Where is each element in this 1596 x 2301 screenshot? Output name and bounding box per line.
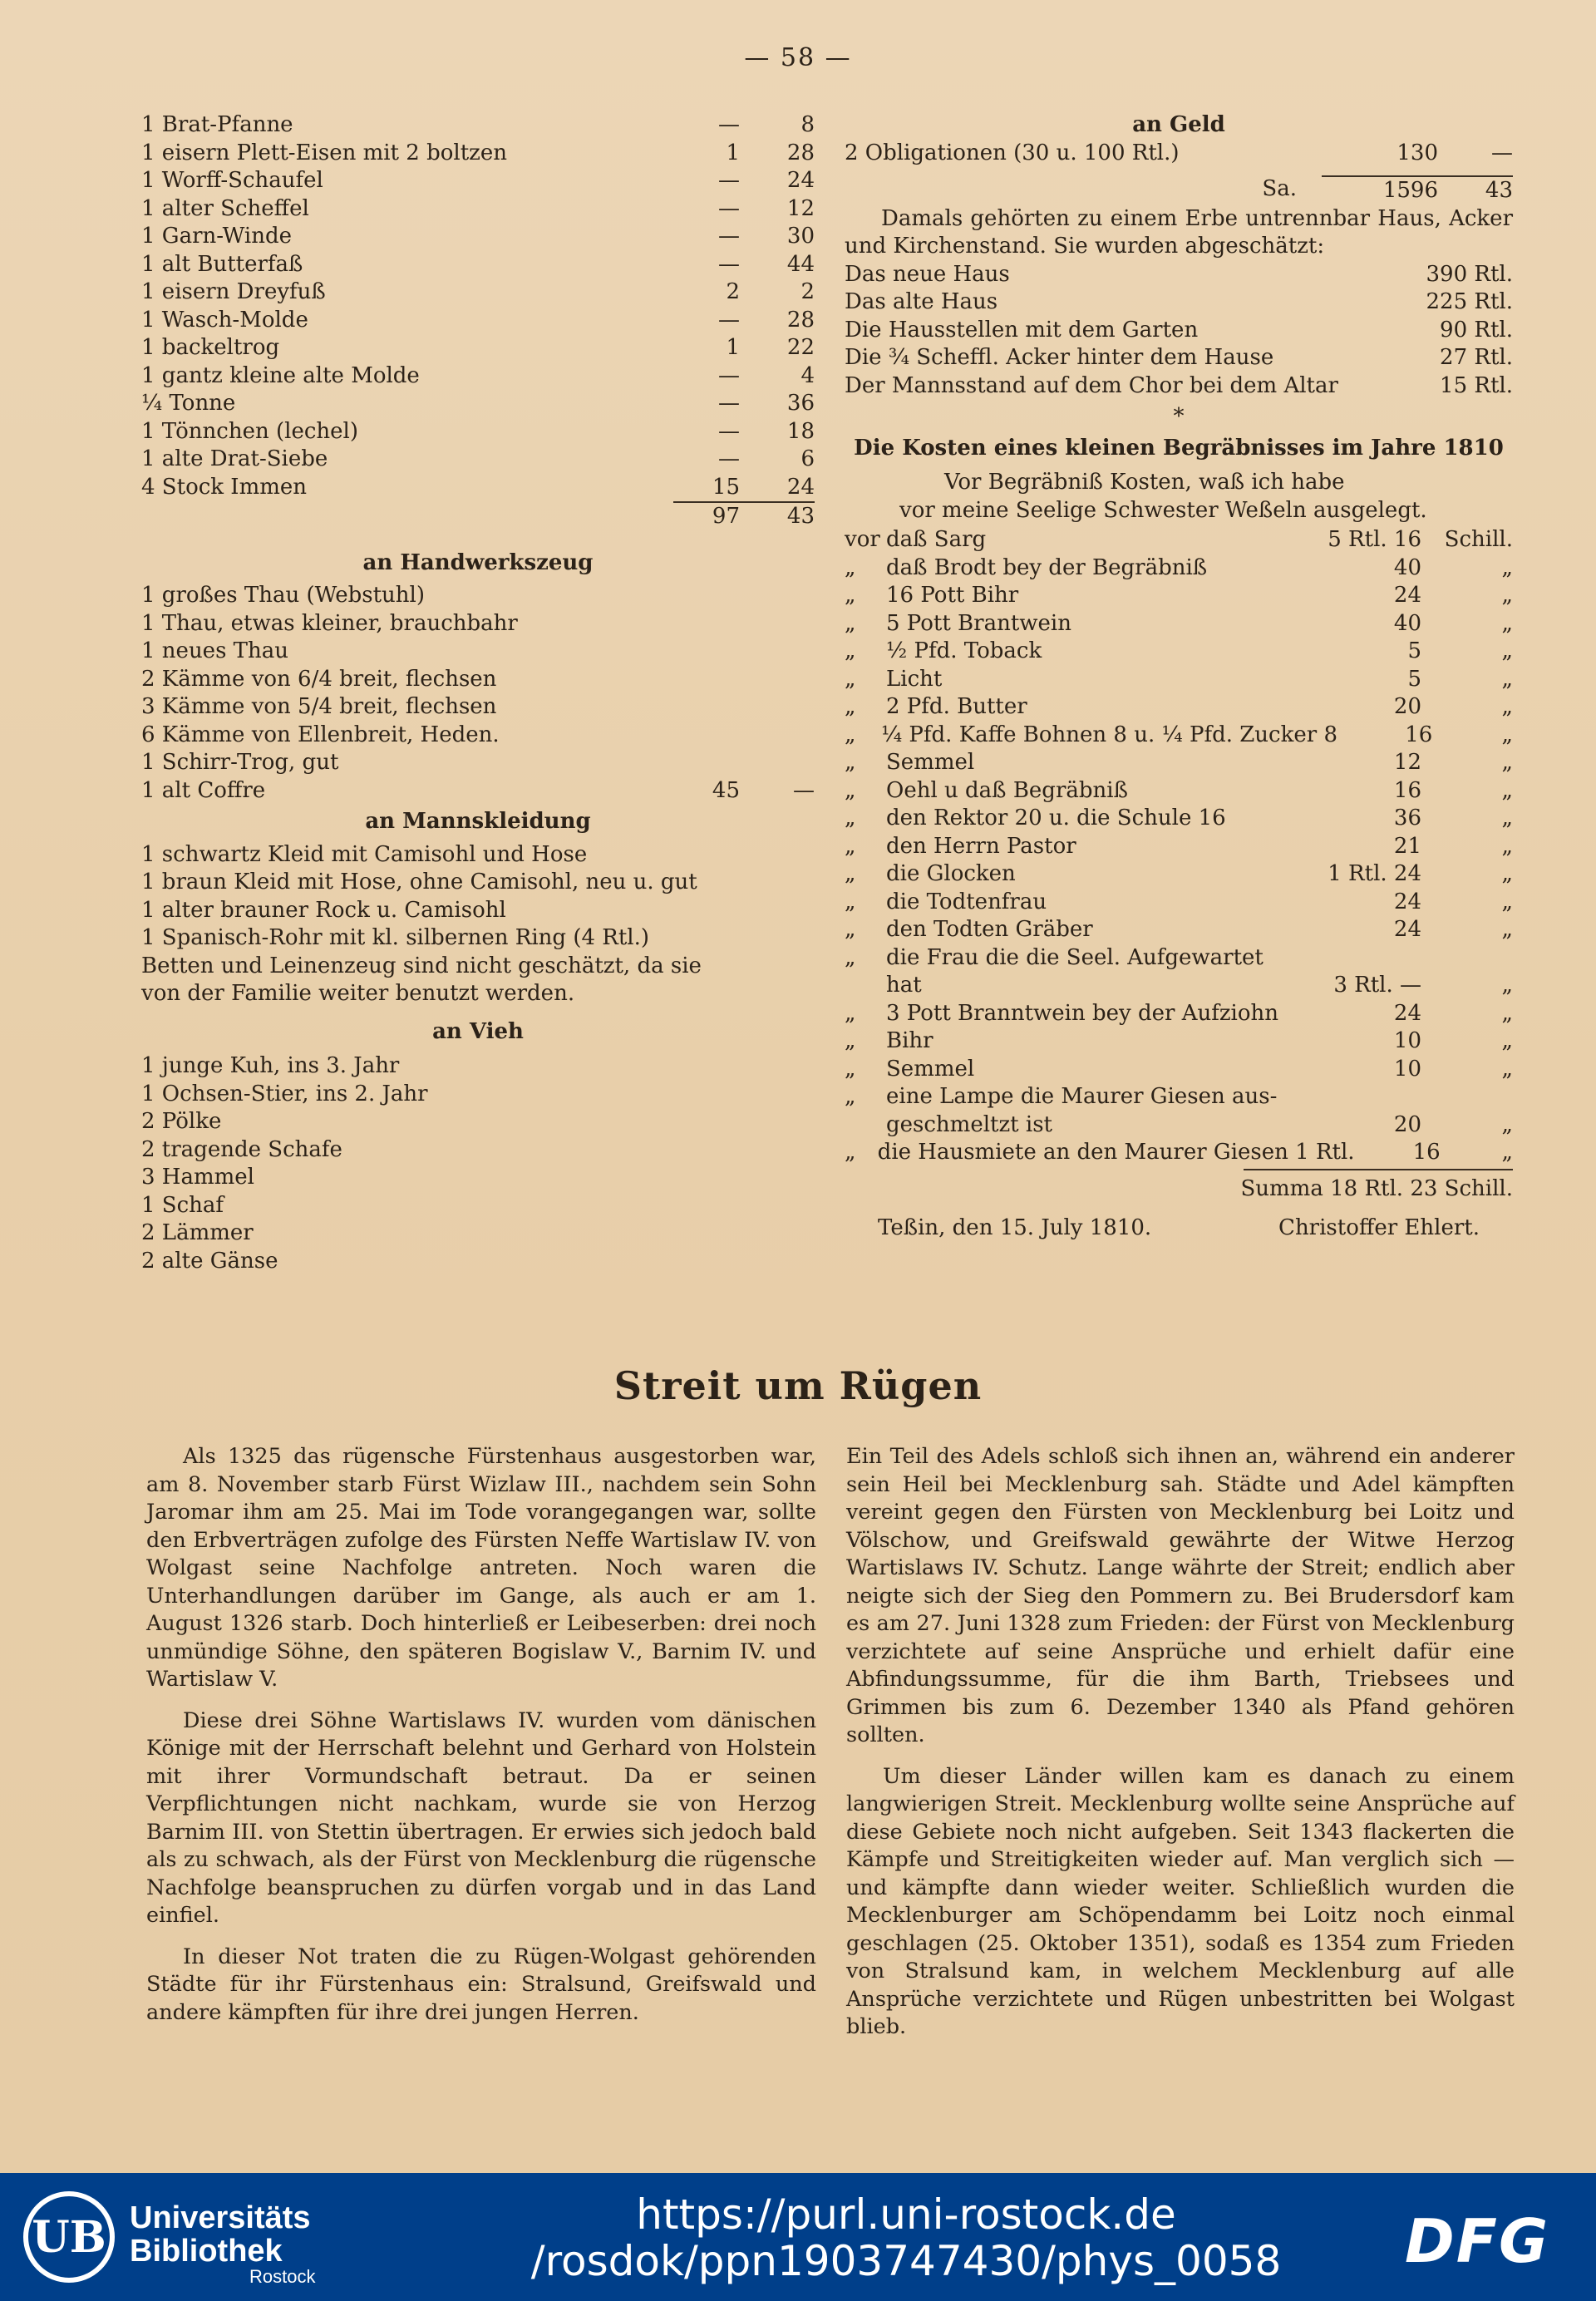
cost-unit: Schill. <box>1444 527 1513 552</box>
cost-label: die Glocken <box>886 861 1016 886</box>
inventory-item-c2: 2 <box>800 279 815 304</box>
cost-row <box>845 1111 1513 1140</box>
inventory-item-label: 1 backeltrog <box>141 335 280 360</box>
inventory-row <box>141 307 815 335</box>
vieh-item: 1 junge Kuh, ins 3. Jahr <box>141 1053 400 1078</box>
inventory-item-label: 1 gantz kleine alte Molde <box>141 362 420 388</box>
place-date: Teßin, den 15. July 1810. <box>878 1215 1152 1240</box>
geld-row-amount: 130 <box>1396 140 1438 165</box>
cost-amount: 12 <box>1393 750 1421 775</box>
handwerkszeug-item-c1 <box>673 693 740 722</box>
handwerkszeug-item-label: 6 Kämme von Ellenbreit, Heden. <box>141 722 500 747</box>
cost-row <box>845 526 1513 554</box>
cost-amount: 40 <box>1393 610 1421 636</box>
handwerkszeug-row <box>141 693 815 722</box>
inventory-item-label: 1 alte Drat-Siebe <box>141 446 328 471</box>
estimate-amount: 15 Rtl. <box>1440 372 1513 398</box>
cost-unit: „ <box>1501 973 1513 998</box>
article-paragraph: Um dieser Länder willen kam es danach zu einem langwierigen Streit. Mecklenburg wollte seine Ansprüche auf diese Gebiete noch nicht aufgeben. Seit 1343 flackerten die Kämpfe und Streitigkeiten wieder auf. Man verglich sich — und kämpfte dann wieder weiter. Schließlich wurden die Mecklenburger am Schöpendamm bei Loitz noch einmal geschlagen (25. Oktober 1351), sodaß es 1354 zum Frieden von Stralsund kam, in welchem Mecklenburg auf alle Ansprüche verzichtete und Rügen unbestritten bei Wolgast blieb. <box>846 1763 1515 2039</box>
handwerkszeug-item-c1 <box>673 722 740 750</box>
cost-amount: 5 Rtl. 16 <box>1328 527 1421 552</box>
inventory-item-c1: — <box>718 446 740 471</box>
handwerkszeug-item-label: 1 neues Thau <box>141 638 289 663</box>
cost-amount <box>1313 1083 1421 1111</box>
estimate-row <box>845 372 1513 401</box>
inventory-item-c1: — <box>718 195 740 221</box>
cost-row <box>845 638 1513 666</box>
cost-ditto: „ <box>845 610 856 636</box>
cost-ditto: „ <box>845 777 856 803</box>
vieh-list <box>141 1052 815 1275</box>
cost-unit: „ <box>1501 638 1513 663</box>
cost-label: daß Sarg <box>886 527 987 552</box>
inventory-item-c2: 24 <box>786 474 815 500</box>
handwerkszeug-list <box>141 582 815 805</box>
cost-amount: 40 <box>1393 554 1421 580</box>
cost-ditto <box>845 972 886 1000</box>
cost-amount: 16 <box>1393 777 1421 803</box>
mannskleidung-item: Betten und Leinenzeug sind nicht geschätzt, da sie <box>141 953 702 978</box>
inventory-item-c1: 15 <box>712 474 740 500</box>
handwerkszeug-item-c1 <box>673 666 740 694</box>
begraebnis-intro-1: Vor Begräbniß Kosten, waß ich habe <box>944 470 1345 495</box>
geld-sum-label: Sa. <box>1262 176 1297 201</box>
inventory-item-label: 1 Garn-Winde <box>141 224 292 249</box>
cost-row <box>845 1056 1513 1084</box>
cost-label: eine Lampe die Maurer Giesen aus- <box>886 1084 1278 1109</box>
inventory-item-c1: — <box>718 391 740 416</box>
inventory-item-c2: 36 <box>786 391 815 416</box>
cost-row <box>845 582 1513 610</box>
cost-unit: „ <box>1501 806 1513 830</box>
mannskleidung-item: von der Familie weiter benutzt werden. <box>141 981 575 1006</box>
geld-note: Damals gehörten zu einem Erbe untrennbar Haus, Acker und Kirchenstand. Sie wurden abgeschätzt: <box>845 205 1513 259</box>
heading-vieh: an Vieh <box>432 1018 524 1044</box>
cost-amount: 20 <box>1393 694 1421 719</box>
library-city: Rostock <box>249 2266 316 2287</box>
handwerkszeug-item-label: 1 Schirr-Trog, gut <box>141 750 339 775</box>
cost-unit: „ <box>1501 917 1513 942</box>
cost-unit: „ <box>1501 554 1513 580</box>
mannskleidung-item: 1 alter brauner Rock u. Camisohl <box>141 897 506 923</box>
inventory-item-c1: 1 <box>726 140 740 165</box>
inventory-item-c1: — <box>718 168 740 193</box>
inventory-item-label: 1 eisern Dreyfuß <box>141 279 326 304</box>
handwerkszeug-item-label: 3 Kämme von 5/4 breit, flechsen <box>141 694 497 719</box>
cost-amount: 24 <box>1393 917 1421 942</box>
inventory-row <box>141 362 815 391</box>
cost-row <box>845 722 1513 750</box>
cost-ditto: „ <box>845 666 856 692</box>
estimate-amount: 390 Rtl. <box>1426 261 1513 287</box>
cost-unit: „ <box>1501 889 1513 914</box>
cost-row <box>845 666 1513 694</box>
cost-row <box>845 1000 1513 1028</box>
vieh-item: 1 Schaf <box>141 1192 224 1218</box>
inventory-row <box>141 334 815 362</box>
cost-unit <box>1421 1083 1513 1111</box>
cost-amount: 24 <box>1393 1000 1421 1026</box>
geld-sum-unit: 43 <box>1438 175 1513 205</box>
estimate-row <box>845 261 1513 289</box>
cost-ditto: „ <box>845 944 856 970</box>
cost-row <box>845 1139 1513 1167</box>
vieh-item: 2 alte Gänse <box>141 1248 278 1274</box>
cost-row <box>845 833 1513 861</box>
cost-ditto: „ <box>845 583 856 608</box>
cost-row <box>845 1083 1513 1111</box>
inventory-item-c2: 4 <box>800 362 815 388</box>
estimate-row <box>845 317 1513 345</box>
cost-amount: 16 <box>1405 722 1433 747</box>
inventory-item-label: 1 eisern Plett-Eisen mit 2 boltzen <box>141 140 507 165</box>
handwerkszeug-item-label: 2 Kämme von 6/4 breit, flechsen <box>141 666 497 692</box>
cost-label: den Rektor 20 u. die Schule 16 <box>886 806 1226 830</box>
cost-row <box>845 916 1513 944</box>
cost-row <box>845 777 1513 806</box>
cost-unit: „ <box>1501 833 1513 859</box>
cost-unit: „ <box>1501 583 1513 608</box>
page-number: — 58 — <box>744 43 852 72</box>
heading-begraebnis: Die Kosten eines kleinen Begräbnisses im Jahre 1810 <box>854 435 1504 461</box>
inventory-item-c2: 28 <box>786 307 815 333</box>
geld-row-unit: — <box>1491 140 1513 165</box>
cost-label: 5 Pott Brantwein <box>886 610 1071 636</box>
handwerkszeug-item-c1 <box>673 582 740 610</box>
cost-unit: „ <box>1501 694 1513 719</box>
article-title: Streit um Rügen <box>613 1363 983 1408</box>
inventory-item-c2: 28 <box>786 140 815 165</box>
article-paragraph: Ein Teil des Adels schloß sich ihnen an, während ein anderer sein Heil bei Mecklenburg sah. Städte und Adel kämpften vereint gegen den Fürsten von Mecklenburg bei Loitz und Völschow, und Greifswald gewährte der Witwe Herzog Wartislaws IV. Schutz. Lange währte der Streit; endlich aber neigte sich der Sieg den Pommern zu. Bei Brudersdorf kam es am 27. Juni 1328 zum Frieden: der Fürst von Mecklenburg verzichtete auf seine Ansprüche und erhielt dafür eine Abfindungssumme, für die ihm Barth, Triebsees und Grimmen bis zum 6. Dezember 1340 als Pfand gehören sollten. <box>846 1444 1515 1747</box>
handwerkszeug-item-c2: — <box>793 777 815 803</box>
mannskleidung-list <box>141 841 815 1008</box>
handwerkszeug-row <box>141 610 815 638</box>
cost-ditto: „ <box>845 833 856 859</box>
inventory-item-c2: 22 <box>786 335 815 360</box>
inventory-item-label: 1 Wasch-Molde <box>141 307 308 333</box>
inventory-row <box>141 195 815 224</box>
geld-sum-row <box>845 175 1513 205</box>
inventory-row <box>141 390 815 418</box>
cost-unit: „ <box>1501 750 1513 775</box>
left-column <box>141 111 815 1275</box>
cost-unit: „ <box>1501 1028 1513 1053</box>
cost-amount: 24 <box>1393 889 1421 914</box>
cost-ditto: „ <box>845 1056 856 1082</box>
vieh-item: 2 Lämmer <box>141 1220 254 1245</box>
signature: Christoffer Ehlert. <box>1278 1215 1480 1240</box>
cost-row <box>845 805 1513 833</box>
article-paragraph: Diese drei Söhne Wartislaws IV. wurden vom dänischen Könige mit der Herrschaft belehnt und Gerhard von Holstein mit ihrer Vormundschaft betraut. Da er seinen Verpflichtungen nicht nachkam, wurde sie von Herzog Barnim III. von Stettin übertragen. Er erwies sich jedoch bald als zu schwach, als der Fürst von Mecklenburg die rügensche Nachfolge beanspruchen zu dürfen vorgab und in das Land einfiel. <box>146 1707 816 1928</box>
inventory-row <box>141 446 815 474</box>
handwerkszeug-item-c1 <box>673 638 740 666</box>
handwerkszeug-row <box>141 749 815 777</box>
cost-ditto: „ <box>845 554 856 580</box>
summa: Summa 18 Rtl. 23 Schill. <box>1240 1175 1513 1201</box>
inventory-item-c2: 18 <box>786 418 815 444</box>
inventory-item-c2: 30 <box>786 224 815 249</box>
cost-ditto <box>845 1111 886 1140</box>
inventory-item-c2: 24 <box>786 168 815 193</box>
cost-ditto: „ <box>845 861 856 886</box>
cost-row <box>845 1027 1513 1056</box>
heading-handwerkszeug: an Handwerkszeug <box>362 549 594 575</box>
cost-label: hat <box>886 973 922 998</box>
permalink-line-1: https://purl.uni-rostock.de <box>636 2190 1176 2239</box>
inventory-item-label: 1 alter Scheffel <box>141 195 309 221</box>
cost-label: 16 Pott Bihr <box>886 583 1019 608</box>
handwerkszeug-item-c2 <box>740 610 815 638</box>
inventory-item-c2: 12 <box>786 195 815 221</box>
cost-label: Licht <box>886 666 943 692</box>
signature-row <box>845 1215 1513 1243</box>
vieh-item: 3 Hammel <box>141 1165 254 1190</box>
cost-unit: „ <box>1501 1056 1513 1082</box>
geld-row-label: 2 Obligationen (30 u. 100 Rtl.) <box>845 140 1180 165</box>
cost-unit: „ <box>1501 722 1513 747</box>
handwerkszeug-item-c1 <box>673 610 740 638</box>
cost-ditto: vor <box>845 527 880 552</box>
handwerkszeug-row <box>141 638 815 666</box>
cost-amount: 20 <box>1393 1111 1421 1137</box>
cost-unit: „ <box>1501 777 1513 803</box>
cost-row <box>845 889 1513 917</box>
mannskleidung-item: 1 Spanisch-Rohr mit kl. silbernen Ring (4 Rtl.) <box>141 925 650 950</box>
inventory-row <box>141 167 815 195</box>
inventory-item-c1: — <box>718 112 740 137</box>
handwerkszeug-item-c2 <box>740 693 815 722</box>
begraebnis-intro-2: vor meine Seelige Schwester Weßeln ausgelegt. <box>899 497 1427 523</box>
total-c1: 97 <box>673 501 740 531</box>
cost-amount: 1 Rtl. 24 <box>1328 861 1421 886</box>
cost-amount: 3 Rtl. — <box>1333 973 1421 998</box>
handwerkszeug-item-c2 <box>740 638 815 666</box>
handwerkszeug-item-c2 <box>740 582 815 610</box>
cost-label: 3 Pott Branntwein bey der Aufziohn <box>886 1000 1279 1026</box>
inventory-item-c1: — <box>718 418 740 444</box>
handwerkszeug-item-label: 1 großes Thau (Webstuhl) <box>141 583 426 608</box>
cost-amount: 5 <box>1407 638 1421 663</box>
cost-row <box>845 972 1513 1000</box>
inventory-item-c1: — <box>718 307 740 333</box>
inventory-row <box>141 111 815 140</box>
cost-label: Oehl u daß Begräbniß <box>886 777 1128 803</box>
estimate-amount: 225 Rtl. <box>1426 289 1513 314</box>
article-paragraph: In dieser Not traten die zu Rügen-Wolgast gehörenden Städte für ihr Fürstenhaus ein: Stralsund, Greifswald und andere kämpften für ihre drei jungen Herren. <box>146 1944 816 2025</box>
handwerkszeug-row <box>141 666 815 694</box>
permalink[interactable] <box>466 2191 1347 2284</box>
logo-letters: UB <box>32 2211 106 2263</box>
inventory-item-c1: 1 <box>726 335 740 360</box>
cost-label: die Frau die die Seel. Aufgewartet <box>886 944 1264 970</box>
right-column <box>845 111 1513 1243</box>
cost-label: den Herrn Pastor <box>886 833 1076 859</box>
cost-amount: 21 <box>1393 833 1421 859</box>
cost-label: daß Brodt bey der Begräbniß <box>886 554 1208 580</box>
inventory-row <box>141 223 815 251</box>
inventory-item-c2: 6 <box>800 446 815 471</box>
inventory-item-label: 1 Brat-Pfanne <box>141 112 293 137</box>
estimate-label: Das alte Haus <box>845 289 998 314</box>
cost-row <box>845 749 1513 777</box>
cost-label: den Todten Gräber <box>886 917 1093 942</box>
cost-unit: „ <box>1501 861 1513 886</box>
inventory-row <box>141 418 815 446</box>
cost-amount: 10 <box>1393 1028 1421 1053</box>
estimate-row <box>845 344 1513 372</box>
inventory-item-label: 1 Tönnchen (lechel) <box>141 418 358 444</box>
handwerkszeug-item-c2 <box>740 666 815 694</box>
cost-label: 2 Pfd. Butter <box>886 694 1027 719</box>
handwerkszeug-item-label: 1 Thau, etwas kleiner, brauchbahr <box>141 610 518 636</box>
article-left-column <box>146 1443 816 2040</box>
cost-ditto: „ <box>845 806 856 830</box>
handwerkszeug-item-c1: 45 <box>712 777 740 803</box>
permalink-line-2: /rosdok/ppn1903747430/phys_0058 <box>530 2237 1282 2285</box>
mannskleidung-item: 1 braun Kleid mit Hose, ohne Camisohl, neu u. gut <box>141 870 697 894</box>
cost-amount <box>1313 944 1421 973</box>
handwerkszeug-item-c2 <box>740 749 815 777</box>
cost-ditto: „ <box>845 750 856 775</box>
handwerkszeug-row <box>141 582 815 610</box>
inventory-list <box>141 111 815 501</box>
costs-list <box>845 526 1513 1167</box>
mannskleidung-item: 1 schwartz Kleid mit Camisohl und Hose <box>141 841 588 867</box>
vieh-item: 2 Pölke <box>141 1109 222 1134</box>
cost-amount: 5 <box>1407 666 1421 692</box>
cost-label: Semmel <box>886 750 975 775</box>
inventory-item-c2: 8 <box>800 112 815 137</box>
inventory-item-label: 4 Stock Immen <box>141 474 308 500</box>
estimates-list <box>845 261 1513 401</box>
estimate-row <box>845 288 1513 317</box>
cost-label: geschmeltzt ist <box>886 1111 1053 1137</box>
heading-geld: an Geld <box>1132 112 1225 137</box>
vieh-item: 1 Ochsen-Stier, ins 2. Jahr <box>141 1081 428 1106</box>
estimate-label: Die Hausstellen mit dem Garten <box>845 317 1199 342</box>
cost-label: ¼ Pfd. Kaffe Bohnen 8 u. ¼ Pfd. Zucker 8 <box>880 722 1337 747</box>
handwerkszeug-row <box>141 777 815 806</box>
estimate-label: Die ¾ Scheffl. Acker hinter dem Hause <box>845 345 1274 370</box>
inventory-item-label: 1 Worff-Schaufel <box>141 168 323 193</box>
inventory-row <box>141 140 815 168</box>
cost-label: ½ Pfd. Toback <box>886 638 1042 663</box>
cost-ditto: „ <box>845 889 856 914</box>
vieh-item: 2 tragende Schafe <box>141 1136 342 1162</box>
cost-label: die Hausmiete an den Maurer Giesen 1 Rtl. <box>877 1140 1355 1165</box>
estimate-amount: 90 Rtl. <box>1440 317 1513 342</box>
total-c2: 43 <box>740 501 815 531</box>
inventory-total-row <box>673 501 815 531</box>
article-paragraph: Als 1325 das rügensche Fürstenhaus ausgestorben war, am 8. November starb Fürst Wizlaw III., nachdem sein Sohn Jaromar ihm am 25. Mai im Tode vorangegangen war, sollte den Erbverträgen zufolge des Fürsten Neffe Wartislaw IV. von Wolgast seine Nachfolge antreten. Noch waren die Unterhandlungen darüber im Gange, als auch er am 1. August 1326 starb. Doch hinterließ er Leibeserben: drei noch unmündige Söhne, den späteren Bogislaw V., Barnim IV. und Wartislaw V. <box>146 1444 816 1692</box>
cost-unit <box>1421 944 1513 973</box>
library-name-line-2: Bibliothek <box>130 2234 283 2269</box>
handwerkszeug-item-c2 <box>740 722 815 750</box>
handwerkszeug-item-c1 <box>673 749 740 777</box>
cost-unit: „ <box>1501 666 1513 692</box>
cost-amount: 16 <box>1412 1140 1441 1165</box>
cost-row <box>845 860 1513 889</box>
estimate-amount: 27 Rtl. <box>1440 345 1513 370</box>
inventory-row <box>141 278 815 307</box>
handwerkszeug-row <box>141 722 815 750</box>
cost-unit: „ <box>1501 1140 1513 1165</box>
inventory-item-c1: — <box>718 251 740 277</box>
inventory-item-label: ¼ Tonne <box>141 391 236 416</box>
inventory-item-c1: — <box>718 224 740 249</box>
article-right-column <box>846 1443 1515 2055</box>
star-separator: * <box>1173 404 1185 429</box>
library-name-line-1: Universitäts <box>130 2200 311 2235</box>
heading-mannskleidung: an Mannskleidung <box>365 809 591 834</box>
cost-ditto: „ <box>845 917 856 942</box>
handwerkszeug-item-label: 1 alt Coffre <box>141 777 266 803</box>
cost-unit: „ <box>1501 1000 1513 1026</box>
cost-label: Bihr <box>886 1028 933 1053</box>
cost-label: die Todtenfrau <box>886 889 1047 914</box>
library-name[interactable] <box>130 2201 311 2268</box>
cost-ditto: „ <box>845 638 856 663</box>
inventory-item-c1: 2 <box>726 279 740 304</box>
cost-amount: 24 <box>1393 583 1421 608</box>
inventory-item-c2: 44 <box>786 251 815 277</box>
geld-sum-amount: 1596 <box>1322 175 1438 205</box>
university-library-logo-icon[interactable] <box>23 2191 115 2283</box>
footer-bar <box>0 2173 1596 2301</box>
cost-unit: „ <box>1501 1111 1513 1137</box>
cost-unit: „ <box>1501 610 1513 636</box>
inventory-item-label: 1 alt Butterfaß <box>141 251 303 277</box>
estimate-label: Der Mannsstand auf dem Chor bei dem Altar <box>845 372 1338 398</box>
cost-ditto: „ <box>845 1028 856 1053</box>
cost-row <box>845 944 1513 973</box>
cost-label: Semmel <box>886 1056 975 1082</box>
cost-row <box>845 610 1513 638</box>
estimate-label: Das neue Haus <box>845 261 1010 287</box>
cost-ditto: „ <box>845 1000 856 1026</box>
cost-amount: 10 <box>1393 1056 1421 1082</box>
cost-row <box>845 554 1513 583</box>
cost-row <box>845 693 1513 722</box>
cost-ditto: „ <box>845 1140 856 1165</box>
inventory-row <box>141 474 815 502</box>
cost-ditto: „ <box>845 722 856 747</box>
inventory-item-c1: — <box>718 362 740 388</box>
geld-row <box>845 140 1513 168</box>
dfg-logo-icon[interactable]: DFG <box>1405 2206 1550 2276</box>
inventory-row <box>141 251 815 279</box>
cost-amount: 36 <box>1393 806 1421 830</box>
cost-ditto: „ <box>845 1084 856 1109</box>
cost-ditto: „ <box>845 694 856 719</box>
